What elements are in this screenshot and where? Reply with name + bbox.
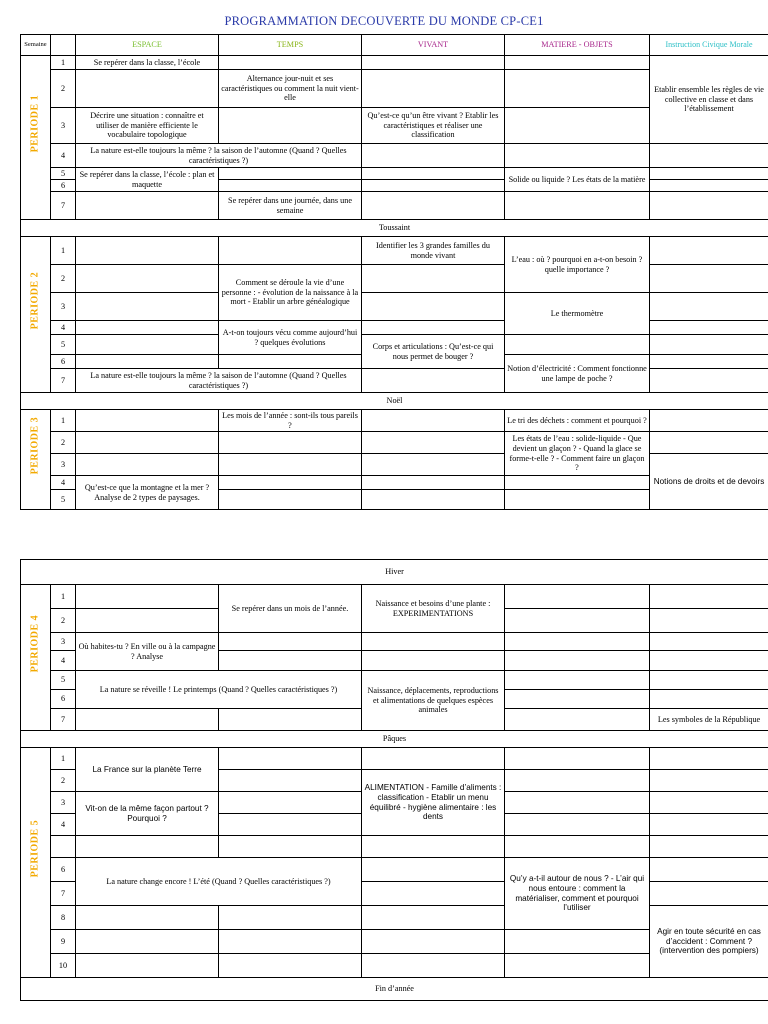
cell-instruction [650,690,768,709]
cell-vivant [362,432,505,454]
cell-espace [76,410,219,432]
week-number: 1 [51,585,76,609]
cell-matiere [505,748,650,770]
cell-instruction [650,792,768,814]
cell-matiere: Qu’y a-t-il autour de nous ? - L’air qui nous entoure : comment la matérialiser, comment et pourquoi l’utiliser [505,858,650,930]
cell-temps [219,930,362,954]
header-temps: TEMPS [219,35,362,56]
week-number: 3 [51,633,76,651]
cell-temps [219,237,362,265]
cell-matiere [505,954,650,978]
cell-instruction [650,814,768,836]
cell-matiere: Les états de l’eau : solide-liquide - Que devient un glaçon ? - Quand la glace se forme-t-elle ? - Comment faire un glaçon ? [505,432,650,476]
cell-temps [219,454,362,476]
week-number: 7 [51,369,76,393]
week-number: 6 [51,858,76,882]
header-espace: ESPACE [76,35,219,56]
cell-instruction [650,335,768,355]
header-row [21,35,768,56]
week-number: 4 [51,321,76,335]
cell-espace: Se repérer dans la classe, l’école [76,56,219,70]
cell-vivant [362,293,505,321]
cell-instruction [650,192,768,220]
cell-matiere [505,792,650,814]
cell-espace [76,293,219,321]
cell-matiere [505,335,650,355]
cell-matiere [505,633,650,651]
cell-vivant: Naissance et besoins d’une plante : EXPERIMENTATIONS [362,585,505,633]
period-label: PERIODE 2 [21,237,51,393]
cell-matiere [505,651,650,671]
week-number: 7 [51,709,76,731]
cell-espace: Décrire une situation : connaître et utiliser de manière efficiente le vocabulaire topologique [76,108,219,144]
week-number: 3 [51,293,76,321]
cell-vivant: Identifier les 3 grandes familles du monde vivant [362,237,505,265]
cell-vivant [362,490,505,510]
cell-vivant [362,180,505,192]
page-title: PROGRAMMATION DECOUVERTE DU MONDE CP-CE1 [224,14,544,28]
cell-espace: La France sur la planète Terre [76,748,219,792]
cell-espace [76,265,219,293]
cell-vivant [362,454,505,476]
cell-matiere [505,108,650,144]
cell-espace [76,237,219,265]
cell-vivant: Qu’est-ce qu’un être vivant ? Etablir les caractéristiques et réaliser une classification [362,108,505,144]
cell-espace: Se repérer dans la classe, l’école : plan et maquette [76,168,219,192]
period-label: PERIODE 5 [21,748,51,978]
cell-matiere [505,585,650,609]
week-number: 5 [51,168,76,180]
cell-matiere: Le tri des déchets : comment et pourquoi ? [505,410,650,432]
cell-temps [219,709,362,731]
cell-espace [76,355,219,369]
header-semaine: Semaine [21,35,51,56]
cell-instruction [650,293,768,321]
week-number: 2 [51,770,76,792]
cell-temps: A-t-on toujours vécu comme aujourd’hui ? quelques évolutions [219,321,362,355]
cell-vivant [362,651,505,671]
cell-instruction [650,432,768,454]
cell-instruction [650,369,768,393]
cell-vivant: ALIMENTATION - Famille d’aliments : classification - Etablir un menu équilibré - hygiène alimentaire : les dents [362,770,505,836]
cell-espace: Vit-on de la même façon partout ? Pourquoi ? [76,792,219,836]
cell-instruction [650,858,768,882]
cell-matiere [505,770,650,792]
cell-instruction: Agir en toute sécurité en cas d’accident : Comment ? (intervention des pompiers) [650,906,768,978]
cell-espace [76,335,219,355]
week-number [51,836,76,858]
week-number: 1 [51,410,76,432]
week-number: 4 [51,476,76,490]
cell-temps [219,180,362,192]
week-number: 6 [51,690,76,709]
cell-instruction: Les symboles de la République [650,709,768,731]
cell-temps [219,490,362,510]
cell-nature: La nature se réveille ! Le printemps (Quand ? Quelles caractéristiques ?) [76,671,362,709]
separator-toussaint: Toussaint [21,220,768,237]
cell-vivant [362,930,505,954]
cell-matiere [505,70,650,108]
cell-matiere [505,192,650,220]
week-number: 4 [51,814,76,836]
cell-espace: Où habites-tu ? En ville ou à la campagne ? Analyse [76,633,219,671]
cell-temps [219,748,362,770]
cell-instruction [650,748,768,770]
week-number: 9 [51,930,76,954]
cell-matiere [505,709,650,731]
week-number: 5 [51,490,76,510]
cell-vivant [362,858,505,882]
period-label: PERIODE 3 [21,410,51,510]
cell-espace: Qu’est-ce que la montagne et la mer ? Analyse de 2 types de paysages. [76,476,219,510]
cell-matiere [505,671,650,690]
cell-temps [219,355,362,369]
cell-instruction: Etablir ensemble les règles de vie collective en classe et dans l’établissement [650,56,768,144]
cell-matiere: L’eau : où ? pourquoi en a-t-on besoin ? quelle importance ? [505,237,650,293]
period-label: PERIODE 4 [21,585,51,731]
cell-espace [76,454,219,476]
cell-instruction [650,180,768,192]
period-label: PERIODE 1 [21,56,51,220]
cell-vivant [362,265,505,293]
week-number: 10 [51,954,76,978]
cell-temps [219,836,362,858]
cell-vivant [362,954,505,978]
cell-instruction [650,770,768,792]
week-number: 4 [51,651,76,671]
cell-instruction [650,633,768,651]
cell-temps [219,168,362,180]
cell-matiere [505,609,650,633]
cell-instruction [650,882,768,906]
cell-espace [76,192,219,220]
cell-matiere: Notion d’électricité : Comment fonctionne une lampe de poche ? [505,355,650,393]
cell-temps [219,792,362,814]
cell-matiere [505,56,650,70]
cell-instruction [650,168,768,180]
cell-matiere [505,490,650,510]
header-matiere: MATIERE - OBJETS [505,35,650,56]
separator-paques: Pâques [21,731,768,748]
week-number: 1 [51,56,76,70]
cell-vivant [362,56,505,70]
week-number: 7 [51,192,76,220]
cell-matiere [505,690,650,709]
cell-instruction [650,609,768,633]
cell-matiere [505,930,650,954]
cell-vivant [362,633,505,651]
cell-temps [219,432,362,454]
cell-vivant [362,70,505,108]
cell-temps [219,633,362,651]
week-number: 2 [51,265,76,293]
cell-espace [76,432,219,454]
cell-espace [76,836,219,858]
cell-instruction [650,144,768,168]
cell-vivant [362,476,505,490]
cell-temps: Se repérer dans une journée, dans une semaine [219,192,362,220]
cell-vivant [362,906,505,930]
cell-instruction [650,237,768,265]
cell-espace [76,906,219,930]
cell-espace [76,954,219,978]
cell-matiere [505,836,650,858]
week-number: 5 [51,335,76,355]
cell-matiere [505,476,650,490]
cell-vivant: Naissance, déplacements, reproductions et alimentations de quelques espèces animales [362,671,505,731]
cell-vivant: Corps et articulations : Qu’est-ce qui nous permet de bouger ? [362,335,505,369]
cell-vivant [362,192,505,220]
week-number: 4 [51,144,76,168]
cell-temps [219,56,362,70]
week-number: 1 [51,237,76,265]
cell-vivant [362,168,505,180]
cell-vivant [362,748,505,770]
cell-temps [219,651,362,671]
cell-instruction [650,585,768,609]
cell-matiere [505,814,650,836]
cell-matiere: Solide ou liquide ? Les états de la matière [505,168,650,192]
cell-espace [76,609,219,633]
cell-instruction: Notions de droits et de devoirs [650,454,768,510]
week-number: 3 [51,454,76,476]
cell-matiere [505,144,650,168]
cell-espace [76,709,219,731]
week-number: 5 [51,671,76,690]
separator-fin: Fin d’année [21,978,768,1001]
cell-temps [219,814,362,836]
cell-espace [76,70,219,108]
programmation-table-2 [20,559,768,1001]
cell-temps: Se repérer dans un mois de l’année. [219,585,362,633]
cell-vivant [362,369,505,393]
cell-instruction [650,651,768,671]
cell-vivant [362,882,505,906]
cell-instruction [650,836,768,858]
week-number: 1 [51,748,76,770]
programmation-table-1 [20,34,768,510]
cell-matiere: Le thermomètre [505,293,650,335]
separator-noel: Noël [21,393,768,410]
week-number: 3 [51,792,76,814]
cell-espace [76,930,219,954]
cell-espace [76,585,219,609]
cell-temps: Les mois de l’année : sont-ils tous pareils ? [219,410,362,432]
cell-temps [219,108,362,144]
week-number: 7 [51,882,76,906]
cell-instruction [650,410,768,432]
cell-vivant [362,321,505,335]
header-vivant: VIVANT [362,35,505,56]
cell-instruction [650,321,768,335]
cell-instruction [650,671,768,690]
cell-nature: La nature est-elle toujours la même ? la saison de l’automne (Quand ? Quelles caractéristiques ?) [76,144,362,168]
week-number: 2 [51,609,76,633]
header-instruction: Instruction Civique Morale [650,35,768,56]
cell-temps: Comment se déroule la vie d’une personne : - évolution de la naissance à la mort - Etablir un arbre généalogique [219,265,362,321]
cell-vivant [362,144,505,168]
cell-temps: Alternance jour-nuit et ses caractéristiques ou comment la nuit vient-elle [219,70,362,108]
week-number: 6 [51,180,76,192]
cell-vivant [362,836,505,858]
week-number: 8 [51,906,76,930]
header-num [51,35,76,56]
cell-temps [219,906,362,930]
week-number: 3 [51,108,76,144]
cell-temps [219,770,362,792]
cell-vivant [362,410,505,432]
cell-temps [219,476,362,490]
cell-instruction [650,265,768,293]
cell-temps [219,954,362,978]
week-number: 2 [51,70,76,108]
cell-nature: La nature est-elle toujours la même ? la saison de l’automne (Quand ? Quelles caractéristiques ?) [76,369,362,393]
separator-hiver: Hiver [21,560,768,585]
week-number: 2 [51,432,76,454]
week-number: 6 [51,355,76,369]
cell-nature: La nature change encore ! L’été (Quand ? Quelles caractéristiques ?) [76,858,362,906]
cell-instruction [650,355,768,369]
cell-espace [76,321,219,335]
